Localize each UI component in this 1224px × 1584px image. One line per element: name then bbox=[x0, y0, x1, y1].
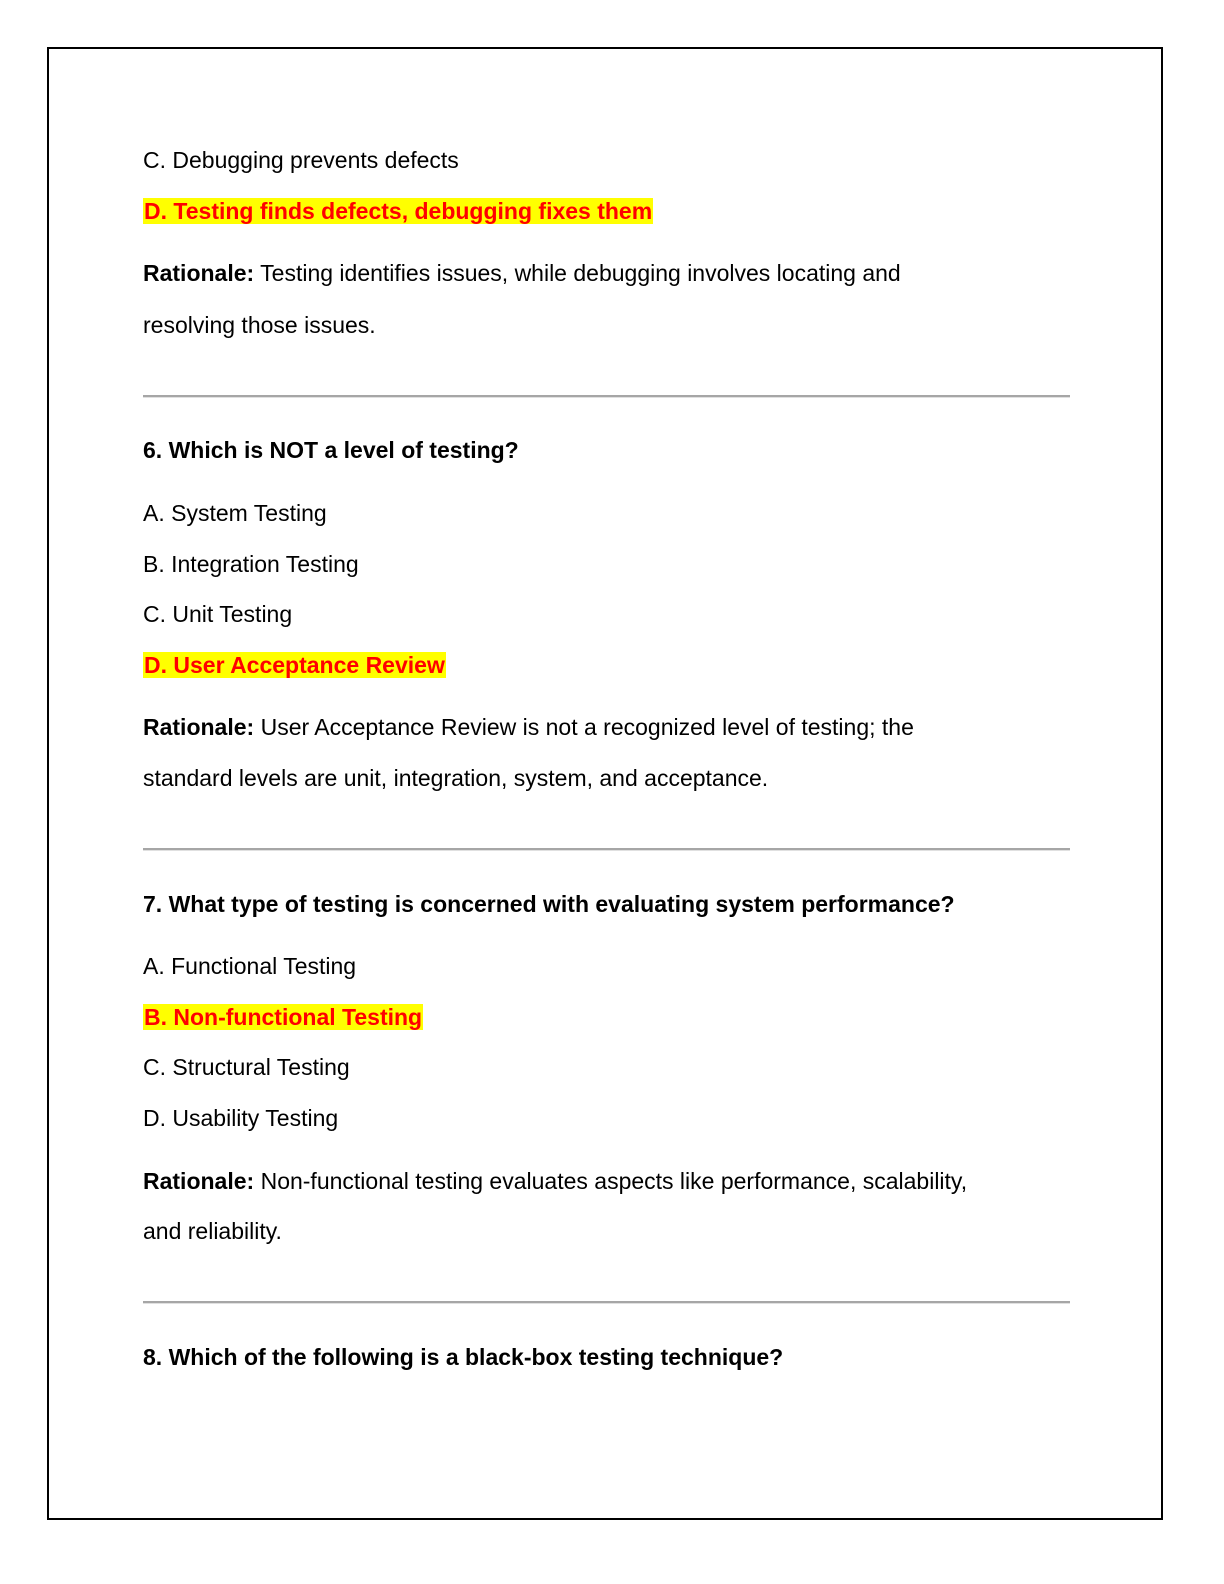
q6-option-b: B. Integration Testing bbox=[143, 551, 359, 577]
q6-rationale-line-2: standard levels are unit, integration, system, and acceptance. bbox=[143, 765, 769, 791]
q6-option-a: A. System Testing bbox=[143, 500, 327, 526]
q6-rationale-text: User Acceptance Review is not a recognized level of testing; the bbox=[254, 714, 914, 740]
q6-answer-line bbox=[143, 650, 446, 680]
q5-answer-line bbox=[143, 196, 653, 226]
q7-rationale-label: Rationale: bbox=[143, 1168, 255, 1194]
divider bbox=[143, 1301, 1070, 1304]
q6-rationale-label: Rationale: bbox=[143, 714, 255, 740]
q6-rationale-line-1 bbox=[143, 712, 914, 742]
divider bbox=[143, 848, 1070, 851]
q7-correct-answer: B. Non-functional Testing bbox=[144, 1004, 423, 1030]
q5-rationale-text: Testing identifies issues, while debugging involves locating and bbox=[254, 260, 901, 286]
divider bbox=[143, 395, 1070, 398]
q6-option-c: C. Unit Testing bbox=[143, 601, 293, 627]
q8-title: 8. Which of the following is a black-box testing technique? bbox=[143, 1344, 784, 1370]
q7-answer-line bbox=[143, 1002, 423, 1032]
q7-option-a: A. Functional Testing bbox=[143, 953, 357, 979]
q7-title: 7. What type of testing is concerned with evaluating system performance? bbox=[143, 891, 955, 917]
q5-rationale-line-2: resolving those issues. bbox=[143, 312, 376, 338]
q6-title: 6. Which is NOT a level of testing? bbox=[143, 437, 519, 463]
q5-rationale-line-1 bbox=[143, 258, 901, 288]
q7-rationale-line-1 bbox=[143, 1166, 967, 1196]
q5-correct-answer: D. Testing finds defects, debugging fixes them bbox=[144, 198, 653, 224]
q5-option-c: C. Debugging prevents defects bbox=[143, 147, 459, 173]
q7-option-d: D. Usability Testing bbox=[143, 1105, 339, 1131]
q7-option-c: C. Structural Testing bbox=[143, 1054, 350, 1080]
q5-rationale-label: Rationale: bbox=[143, 260, 255, 286]
q7-rationale-text: Non-functional testing evaluates aspects like performance, scalability, bbox=[254, 1168, 968, 1194]
q7-rationale-line-2: and reliability. bbox=[143, 1218, 282, 1244]
q6-correct-answer: D. User Acceptance Review bbox=[144, 652, 445, 678]
